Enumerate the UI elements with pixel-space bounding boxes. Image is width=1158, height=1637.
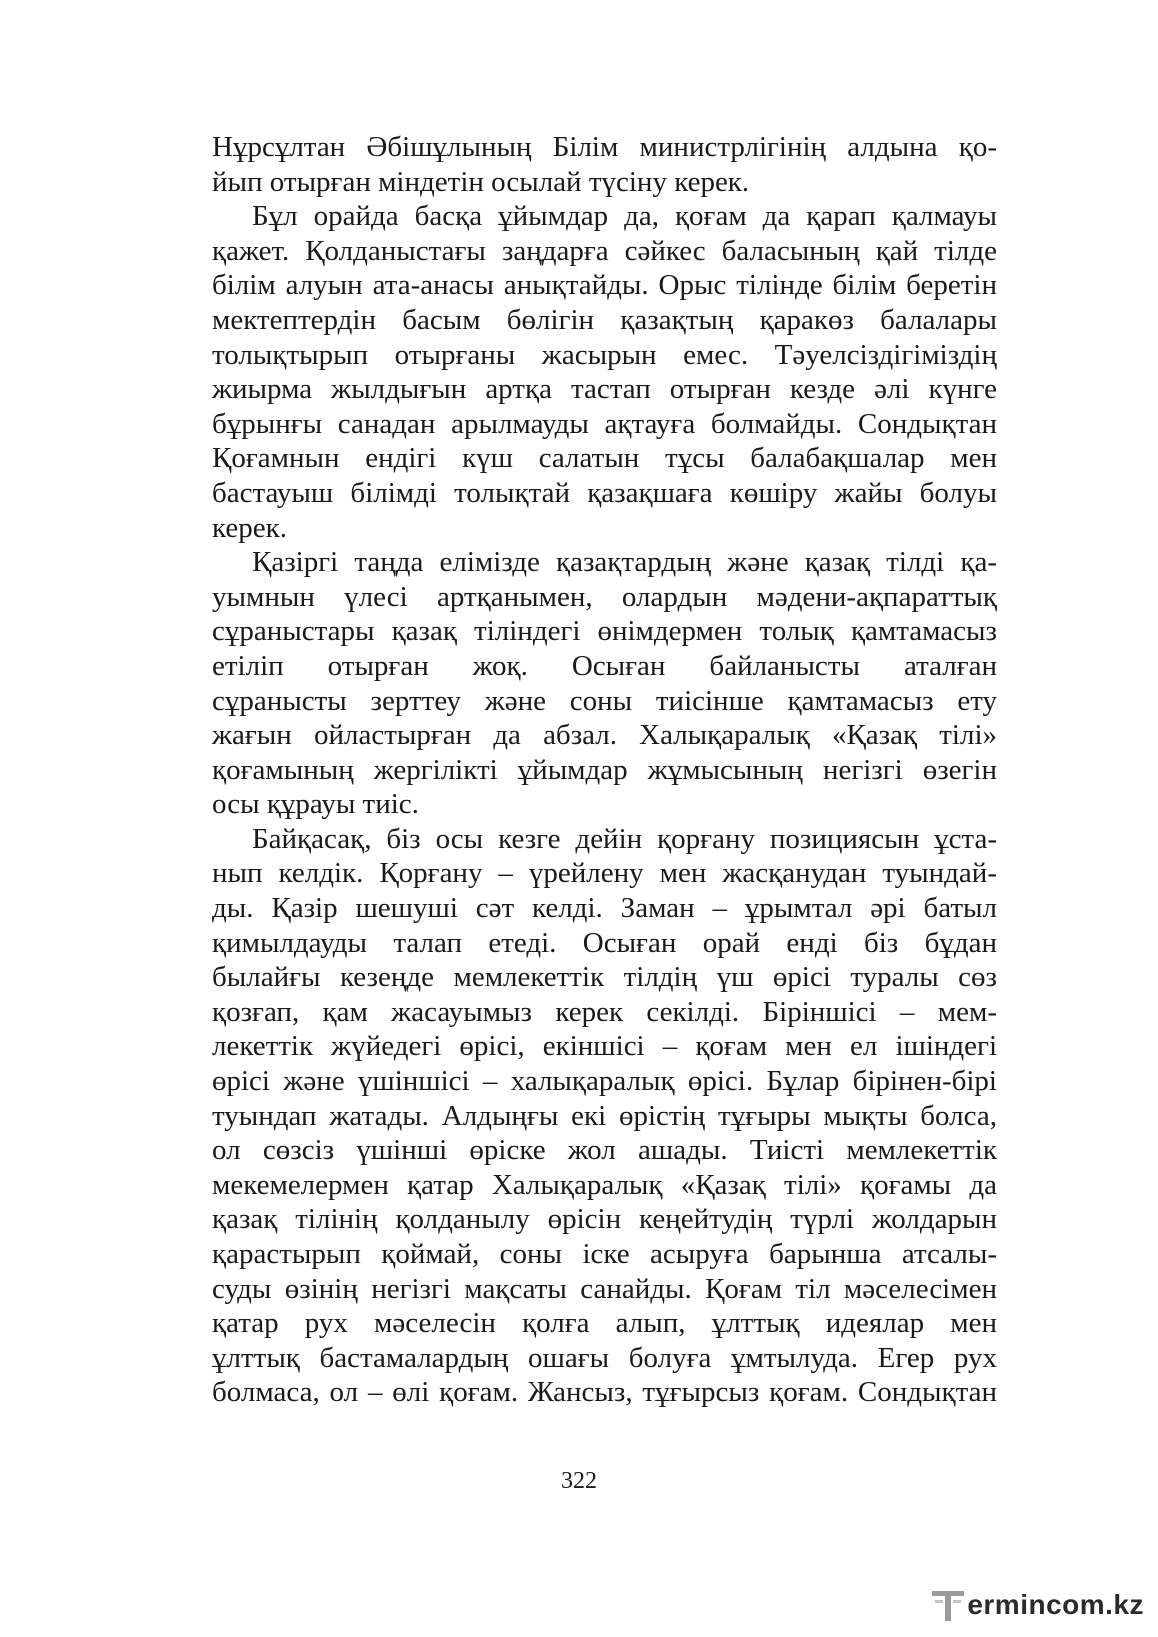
page-body-text bbox=[212, 130, 997, 1410]
text-line: қоғамының жергілікті ұйымдар жұмысының негізгі өзегін bbox=[212, 753, 997, 786]
text-line: керек. bbox=[212, 511, 287, 544]
text-line: ды. Қазір шешуші сәт келді. Заман – ұрымтал әрі батыл bbox=[212, 892, 997, 925]
text-line: туындап жатады. Алдыңғы екі өрістің тұғыры мықты болса, bbox=[212, 1099, 997, 1132]
paragraph bbox=[212, 199, 997, 545]
text-line: ол сөзсіз үшінші өріске жол ашады. Тиісті мемлекеттік bbox=[212, 1134, 997, 1167]
paragraph bbox=[212, 822, 997, 1410]
text-line: сұраныстары қазақ тіліндегі өнімдермен толық қамтамасыз bbox=[212, 615, 997, 648]
text-line: қатар рух мәселесін қолға алып, ұлттық идеялар мен bbox=[212, 1307, 997, 1340]
text-line: өрісі және үшіншісі – халықаралық өрісі. Бұлар бірінен-бірі bbox=[212, 1065, 997, 1098]
text-line: білім алуын ата-анасы анықтайды. Орыс тілінде білім беретін bbox=[212, 269, 997, 302]
text-line: Байқасақ, біз осы кезге дейін қорғану позициясын ұста- bbox=[252, 822, 997, 855]
text-line: толықтырып отырғаны жасырын емес. Тәуелсіздігіміздің bbox=[212, 338, 997, 371]
text-line: болмаса, ол – өлі қоғам. Жансыз, тұғырсыз қоғам. Сондықтан bbox=[212, 1376, 997, 1409]
text-line: сұранысты зерттеу және соны тиісінше қамтамасыз ету bbox=[212, 684, 997, 717]
text-line: қимылдауды талап етеді. Осыған орай енді біз бұдан bbox=[212, 926, 997, 959]
text-line: қарастырып қоймай, соны іске асыруға барынша атсалы- bbox=[212, 1238, 997, 1270]
paragraph bbox=[212, 545, 997, 822]
text-line: бастауыш білімді толықтай қазақшаға көшіру жайы болуы bbox=[212, 476, 997, 509]
text-line: суды өзінің негізгі мақсаты санайды. Қоғам тіл мәселесімен bbox=[212, 1272, 997, 1305]
text-line: ұлттық бастамалардың ошағы болуға ұмтылуда. Егер рух bbox=[212, 1341, 997, 1374]
text-line: жиырма жылдығын артқа тастап отырған кезде әлі күнге bbox=[212, 373, 997, 406]
text-line: Қазіргі таңда елімізде қазақтардың және қазақ тілді қа- bbox=[252, 546, 997, 579]
text-line: қажет. Қолданыстағы заңдарға сәйкес баласының қай тілде bbox=[212, 234, 997, 267]
text-line: етіліп отырған жоқ. Осыған байланысты аталған bbox=[212, 649, 997, 682]
watermark bbox=[931, 1585, 1144, 1625]
text-line: уымнын үлесі артқанымен, олардын мәдени-ақпараттық bbox=[212, 580, 997, 613]
text-line: лекеттік жүйедегі өрісі, екіншісі – қоғам мен ел ішіндегі bbox=[212, 1030, 997, 1063]
text-line: қазақ тілінің қолданылу өрісін кеңейтудің түрлі жолдарын bbox=[212, 1203, 997, 1236]
text-line: мекемелермен қатар Халықаралық «Қазақ тілі» қоғамы да bbox=[212, 1168, 997, 1201]
text-line: йып отырған міндетін осылай түсіну керек. bbox=[212, 165, 750, 198]
text-line: қозғап, қам жасауымыз керек секілді. Біріншісі – мем- bbox=[212, 995, 997, 1028]
text-line: жағын ойластырған да абзал. Халықаралық «Қазақ тілі» bbox=[212, 719, 997, 752]
text-line: нып келдік. Қорғану – үрейлену мен жасқанудан туындай- bbox=[212, 857, 997, 890]
text-line: бұрынғы санадан арылмауды ақтауға болмайды. Сондықтан bbox=[212, 407, 997, 440]
paragraph bbox=[212, 130, 997, 199]
text-line: былайғы кезеңде мемлекеттік тілдің үш өрісі туралы сөз bbox=[212, 961, 997, 994]
text-line: осы құрауы тиіс. bbox=[212, 788, 419, 821]
termincom-logo bbox=[931, 1587, 965, 1623]
page-number: 322 bbox=[561, 1468, 597, 1494]
text-line: Нұрсұлтан Әбішұлының Білім министрлігінің алдына қо- bbox=[212, 131, 997, 163]
text-line: Бұл орайда басқа ұйымдар да, қоғам да қарап қалмауы bbox=[252, 200, 997, 233]
text-line: Қоғамнын ендігі күш салатын тұсы балабақшалар мен bbox=[212, 442, 997, 475]
watermark-text: ermincom.kz bbox=[967, 1589, 1144, 1620]
text-line: мектептердін басым бөлігін қазақтың қаракөз балалары bbox=[212, 303, 997, 336]
